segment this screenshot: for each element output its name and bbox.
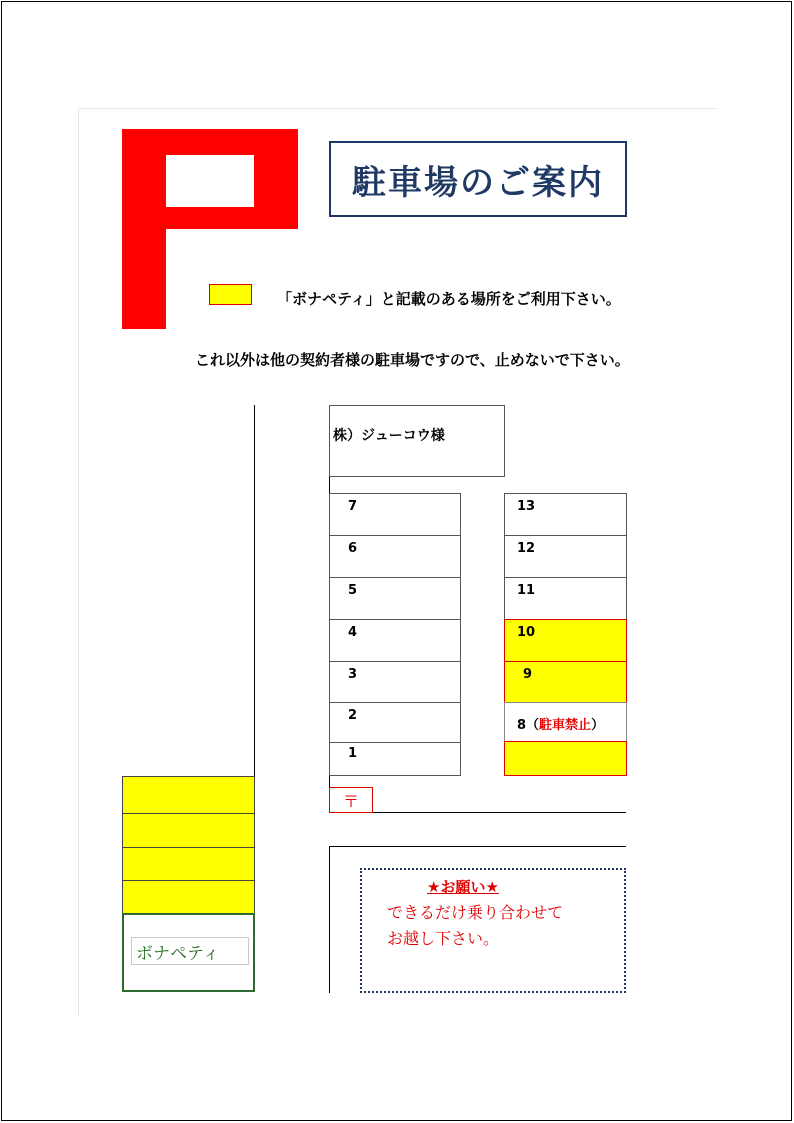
- parking-slot-no-parking: 8（駐車禁止）: [504, 702, 627, 742]
- parking-slot: 13: [504, 493, 627, 536]
- page-title: 駐車場のご案内: [329, 141, 627, 217]
- parking-slot: 5: [329, 577, 461, 620]
- parking-slot: 3: [329, 661, 461, 703]
- road-line-bottom: [329, 812, 626, 813]
- bonappetit-label: ボナペティ: [131, 937, 249, 965]
- parking-slot-bonappetit: [122, 813, 255, 848]
- road-line-lower: [329, 846, 330, 993]
- parking-slot: 11: [504, 577, 627, 620]
- parking-slot: 4: [329, 619, 461, 662]
- parking-slot-bonappetit: 9: [504, 661, 627, 703]
- legend-text: 「ボナペティ」と記載のある場所をご利用下さい。: [277, 290, 621, 308]
- parking-slot: 2: [329, 702, 461, 743]
- request-line-1: できるだけ乗り合わせて: [387, 903, 564, 922]
- request-title: ★お願い★: [427, 878, 499, 896]
- no-parking-warning: 駐車禁止: [539, 718, 592, 733]
- parking-slot-bonappetit: [122, 776, 255, 814]
- request-line-2: お越し下さい。: [387, 929, 500, 948]
- parking-slot: 6: [329, 535, 461, 578]
- reserved-label: 株）ジューコウ様: [333, 428, 445, 444]
- road-line-lower-top: [329, 846, 626, 847]
- parking-slot-bonappetit: [504, 741, 627, 776]
- parking-slot-bonappetit: [122, 847, 255, 881]
- post-icon: 〒: [329, 787, 373, 813]
- notice-text: これ以外は他の契約者様の駐車場ですので、止めないで下さい。: [195, 351, 630, 369]
- parking-slot: 12: [504, 535, 627, 578]
- parking-slot-bonappetit: [122, 880, 255, 914]
- legend-swatch: [209, 284, 252, 305]
- parking-slot: 7: [329, 493, 461, 536]
- parking-slot-bonappetit: 10: [504, 619, 627, 662]
- parking-slot: 1: [329, 742, 461, 776]
- road-line-left: [254, 405, 255, 776]
